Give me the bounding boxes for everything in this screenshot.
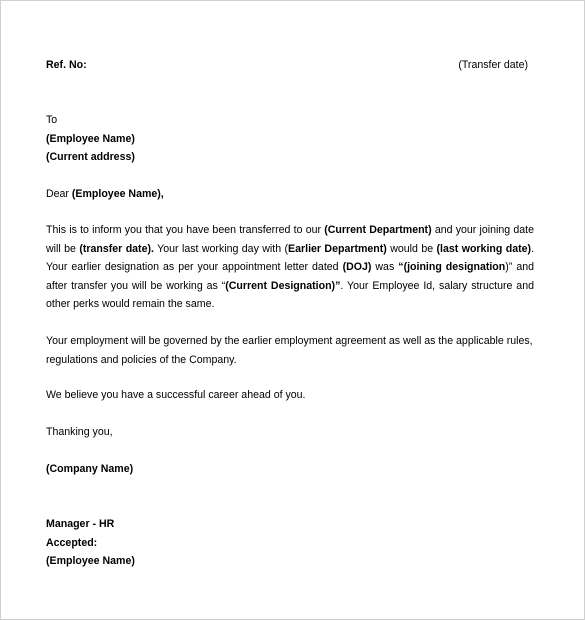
p1-text-6: was (371, 261, 399, 273)
salutation-dear: Dear (46, 188, 72, 200)
p1-text-7: )” and after transfer you will be working as “ (46, 261, 535, 292)
closing-line: Thanking you, (46, 426, 113, 438)
paragraph-transfer-details (46, 221, 534, 314)
salutation (46, 187, 164, 201)
recipient-address: (Current address) (46, 151, 135, 163)
p1-earlier-department: Earlier Department) (288, 242, 387, 255)
accepting-employee-name: (Employee Name) (46, 555, 135, 567)
p1-text-2: and your joining date will be (46, 224, 534, 255)
signatory-title: Manager - HR (46, 518, 115, 530)
ref-number-label: Ref. No: (46, 59, 87, 71)
p1-text-5: . Your earlier designation as per your appointment letter dated (46, 242, 535, 273)
p1-text-8: . Your Employee Id, salary structure and other perks would remain the same. (46, 279, 534, 310)
p1-current-designation: (Current Designation)” (225, 279, 341, 292)
p1-text-4: would be (386, 242, 437, 255)
paragraph-employment-terms: Your employment will be governed by the earlier employment agreement as well as the applicable rules, regulations and policies of the Company. (46, 335, 533, 366)
p1-last-working-date: (last working date) (436, 242, 532, 255)
to-label: To (46, 114, 58, 126)
recipient-name: (Employee Name) (46, 133, 135, 145)
p1-text-3: Your last working day with ( (153, 242, 289, 255)
accepted-label: Accepted: (46, 537, 98, 549)
transfer-date-placeholder: (Transfer date) (458, 59, 528, 71)
company-name: (Company Name) (46, 463, 134, 475)
p1-doj: (DOJ) (342, 261, 372, 273)
p1-joining-designation: “(joining designation (398, 261, 506, 273)
p1-transfer-date: (transfer date). (79, 242, 154, 255)
p1-current-department: (Current Department) (324, 224, 432, 236)
paragraph-career-wish: We believe you have a successful career ahead of you. (46, 389, 306, 401)
p1-text-1: This is to inform you that you have been transferred to our (46, 224, 325, 236)
salutation-name: (Employee Name), (71, 188, 164, 200)
